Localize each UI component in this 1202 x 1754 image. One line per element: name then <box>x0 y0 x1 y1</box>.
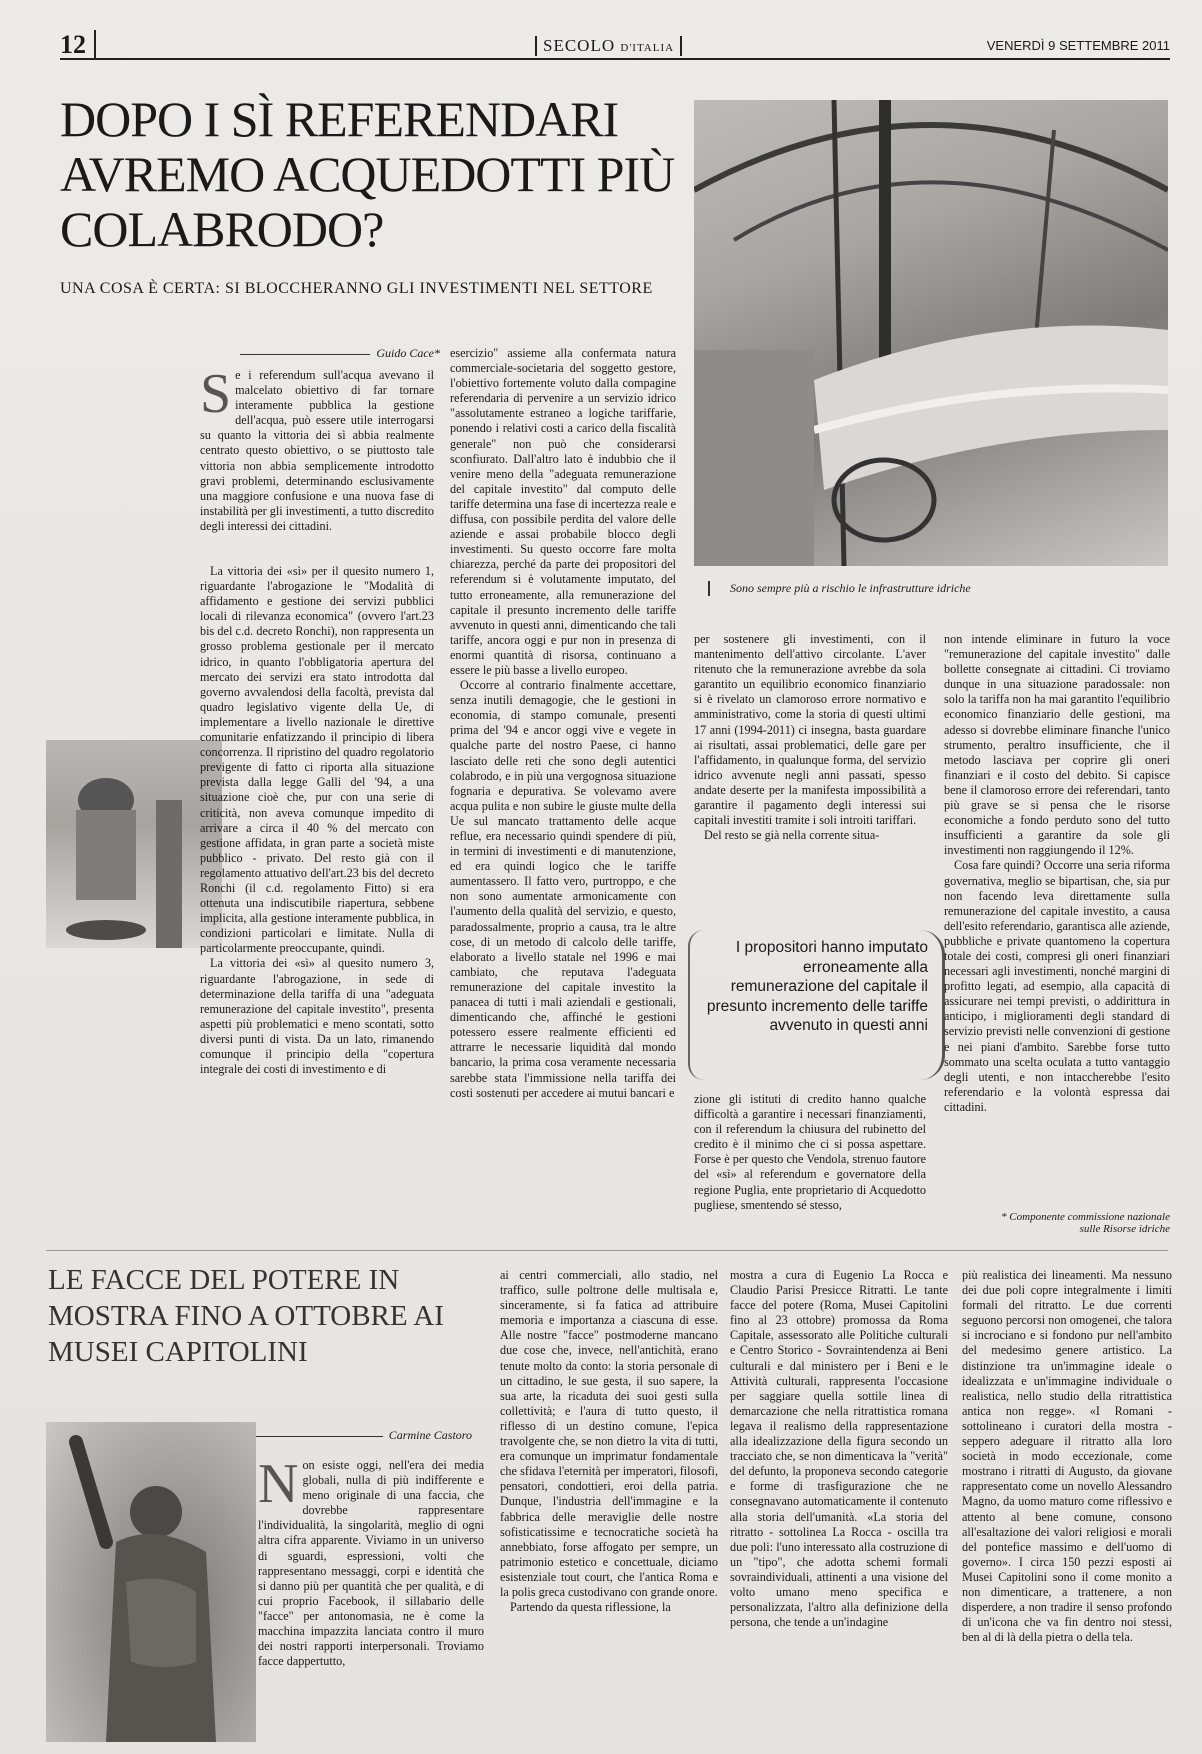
article-column-3a: per sostenere gli investimenti, con il mantenimento dell'attivo circolante. L'aver ritenuto che la remunerazione avrebbe da sola garantito un equilibrio economico finanziario si è rivelato un clamoroso errore normativo e amministrativo, come la storia di questi ultimi 17 anni (1994-2011) ci insegna, basta guardare ai risultati, assai problematici, delle gare per l'affidamento, in qualunque forma, del servizio idrico avvenute negli anni passati, spesso andate deserte per la manifesta impossibilità a garantire il pagamento degli interessi sui capitali investiti tramite i soli introiti tariffari. Del resto se già nella corrente situa- <box>694 632 926 843</box>
article2-column-2: ai centri commerciali, allo stadio, nel traffico, sulle poltrone delle multisala e, sinceramente, si fa fatica ad attribuire memoria e importanza a ciascuna di esse. Alle nostre "facce" postmoderne mancano due cose che, invece, nell'antichità, erano tenute molto da conto: la storia personale di un cittadino, le sue gesta, il suo sapere, la sua arte, la ricaduta dei suoi gesti sulla collettività; e l'aura di tutto questo, il riflesso di un destino comune, l'epica travolgente che, se non dietro la vita di tutti, era comunque un imprimatur fondamentale che sfidava l'eternità per imperatori, filosofi, pensatori, condottieri, eroi della patria. Dunque, l'industria dell'immagine e la fabbrica delle meraviglie delle nostre sofisticatissime e tecnocratiche società ha annebbiato, forse affogato per sempre, un patrimonio estetico e concettuale, diciamo esistenziale tout court, che l'antica Roma e la polis greca custodivano con grande onore. Partendo da questa riflessione, la <box>500 1268 718 1615</box>
statue-illustration <box>46 1422 256 1742</box>
article-column-4: non intende eliminare in futuro la voce "remunerazione del capitale investito" dalle bollette consegnate ai cittadini. Ci troviamo dunque in una situazione paradossale: non solo la tariffa non ha mai garantito l'equilibrio economico finanziario delle gestioni, ma adesso si dovrebbe eliminare finanche l'unico strumento, peraltro insufficiente, che il metodo lasciava per coprire gli oneri finanziari e il costo del debito. Si capisce bene il clamoroso errore dei referendari, tanto più grave se si pensa che le risorse economiche a fondo perduto sono del tutto insufficienti a garantire da sole gli investimenti non raggiungendo il 12%. Cosa fare quindi? Occorre una seria riforma governativa, meglio se bipartisan, che, sia pur non facendo leva direttamente sulla remunerazione del capitale investito, a causa dell'esito referendario, garantisca alle aziende, pubbliche e private quantomeno la copertura totale dei costi, compresi gli oneri finanziari necessari agli investimenti, nonché margini di profitto legati, ad esempio, alla capacità di assicurare nei tempi previsti, o addirittura in anticipo, i miglioramenti degli standard di servizio previsti nelle convenzioni di gestione e nei piani d'ambito. Sarebbe forse tutto sommato una scelta oculata a tutto vantaggio degli utenti, e non intaccherebbe l'esito referendario e la volontà espressa dai cittadini. <box>944 632 1170 1114</box>
article2-column-3: mostra a cura di Eugenio La Rocca e Claudio Parisi Presicce Ritratti. Le tante facce del potere (Roma, Musei Capitolini fino al 23 ottobre) promossa da Roma Capitale, assessorato alle Politiche culturali e Centro Storico - Sovraintendenza ai Beni culturali e dal ministero per i Beni e le Attività culturali, rappresenta l'occasione per saggiare quella sottile linea di demarcazione che nella ritrattistica romana legava il realismo della rappresentazione alla idealizzazione della figura secondo un tracciato che, se non dimenticava la "verità" del defunto, la proponeva secondo categorie e forme di trasfigurazione che ne consegnavano automaticamente il contenuto alla storia dell'umanità. «La storia del ritratto - sottolinea La Rocca - oscilla tra due poli: l'uno interessato alla costruzione di un "tipo", che adotta schemi formali sovraindividuali, attinenti a una visione del volto umano meno specifica e personalizzata, l'altro alla definizione della persona, che tende a un'indagine <box>730 1268 948 1630</box>
article-separator <box>46 1250 1168 1251</box>
page-number: 12 <box>60 30 96 60</box>
fountain-illustration <box>46 740 222 948</box>
article2-column-4: più realistica dei lineamenti. Ma nessuno dei due poli copre integralmente i limiti formali del ritratto. Le due correnti seguono percorsi non omogenei, che talora si incrociano e si fondono pur nell'ambito del medesimo genere artistico. La distinzione tra un'immagine ideale o idealizzata e un'immagine individuale o realistica, nello studio della ritrattistica antica non regge». «I Romani - sottolineano i curatori della mostra - seppero adeguare il ritratto alla loro società in modo eccezionale, come mostrano i ritratti di Augusto, da giovane rappresentato come un novello Alessandro Magno, da uomo maturo come riflessivo e attento al bene comune, consono all'esaltazione dei valori religiosi e morali del pontefice massimo e dell'uomo di governo». I circa 150 pezzi esposti ai Musei Capitolini sono il come monito a non dimenticare, a trattenere, a non disperdere, a non tradire il senso profondo di un'icona che va fin dentro noi stessi, ben al di là della pietra o della tela. <box>962 1268 1172 1645</box>
article-column-2: esercizio" assieme alla confermata natura commerciale-societaria del soggetto gestore, l'obiettivo fortemente voluto dalla compagine referendaria di pervenire a un servizio idrico "assolutamente estraneo a logiche tariffarie, ponendo i relativi costi a carico della fiscalità generale" non può che considerarsi sconfiurato. Dall'altro lato è indubbio che il venire meno della "adeguata remunerazione del capitale investito" dal computo delle tariffe determina una fase di incertezza reale e diffusa, con possibile perdita del valore delle aziende e assai probabile blocco degli investimenti. Su questo occorre fare molta chiarezza, perché da parte dei propositori del referendum si è volutamente imputato, del tutto erroneamente, alla remunerazione del capitale il presunto incremento delle tariffe avvenuto in questi anni, dimenticando che tali tariffe, ancora oggi e pur non in presenza di enormi quantità di risorsa, continuano a essere le più basse a livello europeo. Occorre al contrario finalmente accettare, senza inutili demagogie, che le gestioni in economia, di stampo comunale, presenti prima del '94 e ancor oggi vive e vegete in qualche parte del nostro Paese, ci hanno lasciato delle reti che sono degli autentici colabrodo, e in più una vergognosa situazione fognaria e depurativa. Se volevamo avere acqua pulita e non subire le giuste multe della Ue sul mancato trattamento delle acque reflue, era necessario quindi spendere di più, in termini di investimenti e di manutenzione, ed era quindi logico che le tariffe aumentassero. Il fatto vero, purtroppo, e che non sono aumentate armonicamente con l'aumento della qualità del servizio, e questo, paradossalmente, proprio a causa, tra le altre cose, di un metodo di calcolo delle tariffe, elaborato a livello statale nel 1996 e mai cambiato, che reputava l'adeguata remunerazione del capitale investito la panacea di tutti i mali aziendali e gestionali, dimenticando che, affinché le gestioni potessero essere realmente efficienti ed attrarre le necessarie liquidità dal mondo bancario, la prima cosa veramente necessaria sarebbe stata l'immissione nella tariffa dei costi sostenuti per accedere ai mutui bancari e <box>450 346 676 1100</box>
author-footnote: * Componente commissione nazionale sulle Risorse idriche <box>1001 1211 1170 1235</box>
pullquote: I propositori hanno imputato erroneamente alla remunerazione del capitale il presunto incremento delle tariffe avvenuto in questi anni <box>706 939 928 1035</box>
aqueduct-illustration <box>694 100 1168 566</box>
pullquote-bracket-right <box>920 930 945 1080</box>
article-subtitle: UNA COSA È CERTA: SI BLOCCHERANNO GLI INVESTIMENTI NEL SETTORE <box>60 280 653 297</box>
aqueduct-photo <box>694 100 1168 566</box>
newspaper-name: SECOLO D'ITALIA <box>535 36 682 56</box>
issue-date: VENERDÌ 9 SETTEMBRE 2011 <box>986 38 1170 53</box>
article2-byline: Carmine Castoro <box>250 1428 472 1443</box>
augustus-statue-photo <box>46 1422 256 1742</box>
drop-cap: S <box>200 368 232 425</box>
water-fountain-photo <box>46 740 222 948</box>
article2-column-1: Non esiste oggi, nell'era dei media globali, nulla di più indifferente e meno originale di una faccia, che dovrebbe rappresentare l'individualità, la singolarità, meglio di ogni altra cifra apparente. Viviamo in un universo di sguardi, espressioni, volti che rappresentano messaggi, corpi e identità che si danno più per quantità che per qualità, e di cui proprio Facebook, il sillabario delle "facce" per antonomasia, ne è come la macchina impazzita lanciata contro il muro dei nostri rapporti interpersonali. Troviamo facce dappertutto, <box>258 1458 484 1669</box>
article-byline: Guido Cace* <box>200 346 440 361</box>
article2-title: LE FACCE DEL POTERE IN MOSTRA FINO A OTTOBRE AI MUSEI CAPITOLINI <box>48 1264 444 1368</box>
article-title: DOPO I SÌ REFERENDARI AVREMO ACQUEDOTTI PIÙ COLABRODO? <box>60 91 675 257</box>
article-column-3b: zione gli istituti di credito hanno qualche difficoltà a garantire i necessari finanziamenti, con il referendum la chiusura del rubinetto del credito è il minimo che ci si possa aspettare. Forse è per questo che Vendola, strenuo fautore del «sì» al referendum e governatore della regione Puglia, ente proprietario di Acquedotto pugliese, smentendo sé stesso, <box>694 1092 926 1212</box>
article-column-1b: La vittoria dei «sì» per il quesito numero 1, riguardante l'abrogazione le "Modalità di affidamento e gestione dei servizi pubblici locali di rilevanza economica" (ovvero l'art.23 bis del c.d. decreto Ronchi), non rappresenta un grosso problema gestionale per il mercato idrico, in quanto l'obbligatoria apertura del mercato dei servizi era stato introdotta dal governo avvalendosi della facoltà, prevista dal quadro legislativo vigente della Ue, di implementare a livello nazionale le direttive comunitarie enfatizzando il principio di libera concorrenza. Il ripristino del quadro regolatorio previgente di fatto ci riporta alla situazione prevista dalla legge Galli del '94, a una situazione cioè che, pur con una serie di criticità, non aveva comunque impedito di arrivare a circa il 40 % del mercato con gestione affidata, in gran parte a società miste pubblico - privato. Del resto già con il regolamento attuativo dell'art.23 bis del decreto Ronchi (il c.d. regolamento Fitto) si era ottenuta una indiscutibile riapertura, sebbene implicita, alla gestione interamente pubblica, in condizioni particolari e limitate. Nulla di particolarmente preoccupante, quindi. La vittoria dei «sì» al quesito numero 3, riguardante l'abrogazione, in sede di determinazione della tariffa di una "adeguata remunerazione del capitale investito", presenta aspetti più problematici e meno scontati, sotto diversi punti di vista. Da un lato, rimanendo comunque il principio della "copertura integrale dei costi di investimento e di <box>200 564 434 1077</box>
article-column-1a: Se i referendum sull'acqua avevano il malcelato obiettivo di far tornare interamente pubblica la gestione dell'acqua, può essere utile interrogarsi su quanto la vittoria dei sì abbia realmente centrato questo obiettivo, o se piuttosto tale vittoria non abbia semplicemente introdotto gravi problemi, determinando esclusivamente una maggiore confusione e una nuova fase di instabilità per gli investimenti, a tutto discredito degli interessi dei cittadini. <box>200 368 434 533</box>
photo-caption: Sono sempre più a rischio le infrastrutture idriche <box>708 581 1170 596</box>
drop-cap-2: N <box>258 1458 299 1515</box>
page-header <box>60 30 1170 60</box>
